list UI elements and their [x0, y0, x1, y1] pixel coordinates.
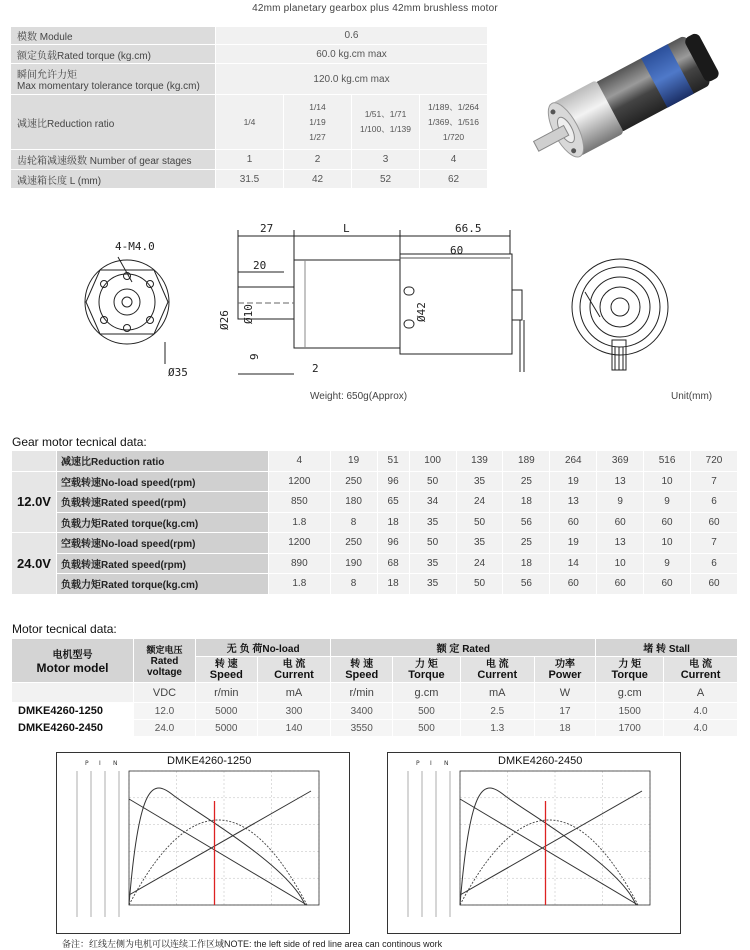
motor-unit-blank	[12, 683, 134, 703]
spec-stage-4: 4	[420, 150, 488, 170]
gear-value-cell: 9	[644, 553, 691, 574]
motor-sub-header: 电 流 Current	[257, 657, 331, 683]
dim-phi26: Ø26	[218, 310, 231, 330]
gear-value-cell: 35	[456, 533, 503, 554]
gear-value-cell: 18	[503, 492, 550, 513]
rated-voltage-header: 额定电压 Rated voltage	[134, 639, 196, 683]
motor-table	[11, 638, 738, 737]
spec-label-module: 模数 Module	[11, 27, 216, 45]
power-curve	[129, 820, 307, 905]
gear-value-cell: 96	[377, 471, 409, 492]
dimension-drawing	[0, 212, 750, 410]
gear-value-cell: 35	[456, 471, 503, 492]
motor-unit-cell: g.cm	[596, 683, 664, 703]
curve-plot-1	[57, 753, 351, 935]
motor-unit-cell: mA	[257, 683, 331, 703]
curve-plot-2	[388, 753, 682, 935]
gear-value-cell: 10	[597, 553, 644, 574]
gear-value-cell: 50	[456, 512, 503, 533]
rear-view	[572, 259, 668, 370]
gear-row-label: 负载力矩Rated torque(kg.cm)	[57, 574, 269, 595]
gear-value-cell: 24	[456, 492, 503, 513]
motor-value-cell: 500	[393, 703, 461, 720]
spec-value-max-torque: 120.0 kg.cm max	[216, 64, 488, 95]
dim-20: 20	[253, 259, 267, 272]
gear-voltage-cell: 12.0V	[12, 471, 57, 533]
spec-label-max-torque	[11, 64, 216, 95]
efficiency-curve	[460, 788, 636, 905]
curve-title-2: DMKE4260-2450	[498, 755, 583, 767]
gear-value-cell: 60	[550, 574, 597, 595]
gear-ratio-cell: 516	[644, 451, 691, 472]
gear-value-cell: 56	[503, 512, 550, 533]
gear-ratio-cell: 189	[503, 451, 550, 472]
footnote: 备注：红线左侧为电机可以连续工作区域NOTE: the left side of red line area can continous work	[62, 939, 443, 949]
speed-curve	[460, 799, 638, 905]
dim-2: 2	[312, 362, 319, 375]
gear-value-cell: 8	[330, 512, 377, 533]
gear-ratio-cell: 51	[377, 451, 409, 472]
gear-value-cell: 1.8	[269, 512, 331, 533]
spec-label-reduction: 减速比Reduction ratio	[11, 95, 216, 150]
spec-stage-2: 2	[284, 150, 352, 170]
motor-sub-header: 电 流 Current	[460, 657, 534, 683]
gear-row-label: 负载转速Rated speed(rpm)	[57, 553, 269, 574]
gear-voltage-cell: 24.0V	[12, 533, 57, 595]
gear-value-cell: 9	[644, 492, 691, 513]
spec-reduction-col-4: 1/189、1/264 1/369、1/516 1/720	[420, 95, 488, 150]
gear-value-cell: 890	[269, 553, 331, 574]
gear-value-cell: 18	[377, 512, 409, 533]
motor-value-cell: 4.0	[664, 720, 738, 737]
scale-column-label: I	[430, 760, 432, 767]
gear-value-cell: 25	[503, 533, 550, 554]
gear-value-cell: 19	[550, 533, 597, 554]
motor-model-cell: DMKE4260-1250	[12, 703, 134, 720]
gear-value-cell: 190	[330, 553, 377, 574]
gear-value-cell: 18	[377, 574, 409, 595]
gear-value-cell: 10	[644, 471, 691, 492]
motor-value-cell: 12.0	[134, 703, 196, 720]
spec-label-stages: 齿轮箱减速级数 Number of gear stages	[11, 150, 216, 170]
motor-unit-cell: g.cm	[393, 683, 461, 703]
speed-curve	[129, 799, 307, 905]
dim-60: 60	[450, 244, 464, 257]
gear-value-cell: 13	[597, 471, 644, 492]
motor-unit-cell: mA	[460, 683, 534, 703]
scale-column-label: I	[99, 760, 101, 767]
spec-stage-1: 1	[216, 150, 284, 170]
gear-value-cell: 1200	[269, 471, 331, 492]
page-title: 42mm planetary gearbox plus 42mm brushless motor	[252, 3, 498, 14]
motor-value-cell: 2.5	[460, 703, 534, 720]
gear-value-cell: 6	[691, 553, 738, 574]
motor-unit-cell: r/min	[331, 683, 393, 703]
rated-header: 额 定 Rated	[331, 639, 596, 657]
gear-ratio-cell: 139	[456, 451, 503, 472]
gear-value-cell: 8	[330, 574, 377, 595]
dim-27: 27	[260, 222, 274, 235]
gear-value-cell: 50	[409, 471, 456, 492]
motor-sub-header: 电 流 Current	[664, 657, 738, 683]
gear-value-cell: 180	[330, 492, 377, 513]
scale-column-label: P	[416, 760, 420, 767]
noload-header: 无 负 荷No-load	[196, 639, 331, 657]
motor-value-cell: 17	[534, 703, 596, 720]
gear-value-cell: 35	[409, 574, 456, 595]
weight-label: Weight: 650g(Approx)	[310, 391, 408, 402]
gear-value-cell: 14	[550, 553, 597, 574]
front-view	[85, 257, 169, 364]
gear-ratio-cell: 4	[269, 451, 331, 472]
gear-value-cell: 7	[691, 471, 738, 492]
motor-unit-cell: VDC	[134, 683, 196, 703]
gear-value-cell: 25	[503, 471, 550, 492]
gear-value-cell: 68	[377, 553, 409, 574]
motor-value-cell: 500	[393, 720, 461, 737]
spec-stage-3: 3	[352, 150, 420, 170]
spec-label-rated-torque: 额定负载Rated torque (kg.cm)	[11, 45, 216, 64]
gear-value-cell: 19	[550, 471, 597, 492]
dim-holes: 4-M4.0	[115, 240, 155, 253]
performance-curve-1	[56, 752, 350, 934]
dim-phi10: Ø10	[242, 304, 255, 324]
gear-value-cell: 50	[409, 533, 456, 554]
motor-sub-header: 力 矩 Torque	[596, 657, 664, 683]
side-view	[238, 230, 524, 374]
gear-value-cell: 60	[691, 512, 738, 533]
motor-sub-header: 转 速 Speed	[331, 657, 393, 683]
motor-value-cell: 24.0	[134, 720, 196, 737]
spec-length-2: 42	[284, 170, 352, 189]
gear-value-cell: 9	[597, 492, 644, 513]
current-curve	[129, 791, 311, 895]
gear-motor-table	[11, 450, 738, 595]
gear-table-title: Gear motor tecnical data:	[12, 435, 147, 449]
gear-value-cell: 60	[644, 512, 691, 533]
stall-header: 堵 转 Stall	[596, 639, 738, 657]
gear-value-cell: 60	[597, 512, 644, 533]
motor-model-header: 电机型号 Motor model	[12, 639, 134, 683]
gear-row-label: 空载转速No-load speed(rpm)	[57, 471, 269, 492]
gear-value-cell: 250	[330, 471, 377, 492]
spec-length-4: 62	[420, 170, 488, 189]
gear-ratio-cell: 369	[597, 451, 644, 472]
motor-value-cell: 140	[257, 720, 331, 737]
motor-value-cell: 5000	[196, 720, 258, 737]
scale-column-label: N	[113, 760, 118, 767]
dim-9: 9	[248, 353, 261, 360]
dim-L: L	[343, 222, 350, 235]
gear-value-cell: 13	[550, 492, 597, 513]
efficiency-curve	[129, 788, 305, 905]
gear-ratio-cell: 264	[550, 451, 597, 472]
motor-sub-header: 功率 Power	[534, 657, 596, 683]
performance-curve-2	[387, 752, 681, 934]
motor-value-cell: 1.3	[460, 720, 534, 737]
spec-value-rated-torque: 60.0 kg.cm max	[216, 45, 488, 64]
gear-value-cell: 60	[644, 574, 691, 595]
gear-value-cell: 850	[269, 492, 331, 513]
gear-value-cell: 50	[456, 574, 503, 595]
gear-ratio-label: 减速比Reduction ratio	[57, 451, 269, 472]
gearbox-spec-table	[10, 26, 488, 189]
motor-table-title: Motor tecnical data:	[12, 622, 117, 636]
gear-value-cell: 1.8	[269, 574, 331, 595]
spec-reduction-col-2: 1/14 1/19 1/27	[284, 95, 352, 150]
spec-value-module: 0.6	[216, 27, 488, 45]
motor-value-cell: 3400	[331, 703, 393, 720]
spec-reduction-col-3: 1/51、1/71 1/100、1/139	[352, 95, 420, 150]
unit-label: Unit(mm)	[671, 391, 713, 402]
spec-label-max-torque-en: Max momentary tolerance torque (kg.cm)	[17, 81, 200, 92]
gear-value-cell: 56	[503, 574, 550, 595]
curve-title-1: DMKE4260-1250	[167, 755, 252, 767]
gear-value-cell: 13	[597, 533, 644, 554]
power-curve	[460, 820, 638, 905]
gear-value-cell: 24	[456, 553, 503, 574]
motor-value-cell: 18	[534, 720, 596, 737]
gear-value-cell: 250	[330, 533, 377, 554]
gear-value-cell: 7	[691, 533, 738, 554]
gear-row-label: 负载力矩Rated torque(kg.cm)	[57, 512, 269, 533]
gear-value-cell: 60	[550, 512, 597, 533]
current-curve	[460, 791, 642, 895]
motor-value-cell: 4.0	[664, 703, 738, 720]
motor-value-cell: 1500	[596, 703, 664, 720]
motor-unit-cell: r/min	[196, 683, 258, 703]
motor-value-cell: 3550	[331, 720, 393, 737]
scale-column-label: N	[444, 760, 449, 767]
dim-66-5: 66.5	[455, 222, 482, 235]
motor-sub-header: 转 速 Speed	[196, 657, 258, 683]
gear-value-cell: 60	[691, 574, 738, 595]
gear-value-cell: 35	[409, 512, 456, 533]
motor-value-cell: 300	[257, 703, 331, 720]
spec-label-length: 减速箱长度 L (mm)	[11, 170, 216, 189]
gear-value-cell: 1200	[269, 533, 331, 554]
gear-value-cell: 65	[377, 492, 409, 513]
gear-value-cell: 10	[644, 533, 691, 554]
gear-value-cell: 18	[503, 553, 550, 574]
gear-ratio-cell: 19	[330, 451, 377, 472]
gear-ratio-cell: 720	[691, 451, 738, 472]
motor-value-cell: 1700	[596, 720, 664, 737]
gear-value-cell: 34	[409, 492, 456, 513]
motor-unit-cell: W	[534, 683, 596, 703]
spec-label-max-torque-cn: 瞬间允许力矩	[17, 70, 77, 81]
gear-value-cell: 35	[409, 553, 456, 574]
motor-product-image	[508, 18, 744, 178]
dim-phi42: Ø42	[415, 302, 428, 322]
gear-corner	[12, 451, 57, 472]
gear-row-label: 负载转速Rated speed(rpm)	[57, 492, 269, 513]
spec-length-3: 52	[352, 170, 420, 189]
spec-reduction-col-1: 1/4	[216, 95, 284, 150]
motor-unit-cell: A	[664, 683, 738, 703]
dim-phi35: Ø35	[168, 366, 188, 379]
gear-row-label: 空载转速No-load speed(rpm)	[57, 533, 269, 554]
motor-value-cell: 5000	[196, 703, 258, 720]
gear-value-cell: 60	[597, 574, 644, 595]
gear-ratio-cell: 100	[409, 451, 456, 472]
motor-sub-header: 力 矩 Torque	[393, 657, 461, 683]
motor-model-cell: DMKE4260-2450	[12, 720, 134, 737]
spec-length-1: 31.5	[216, 170, 284, 189]
gear-value-cell: 96	[377, 533, 409, 554]
scale-column-label: P	[85, 760, 89, 767]
gear-value-cell: 6	[691, 492, 738, 513]
